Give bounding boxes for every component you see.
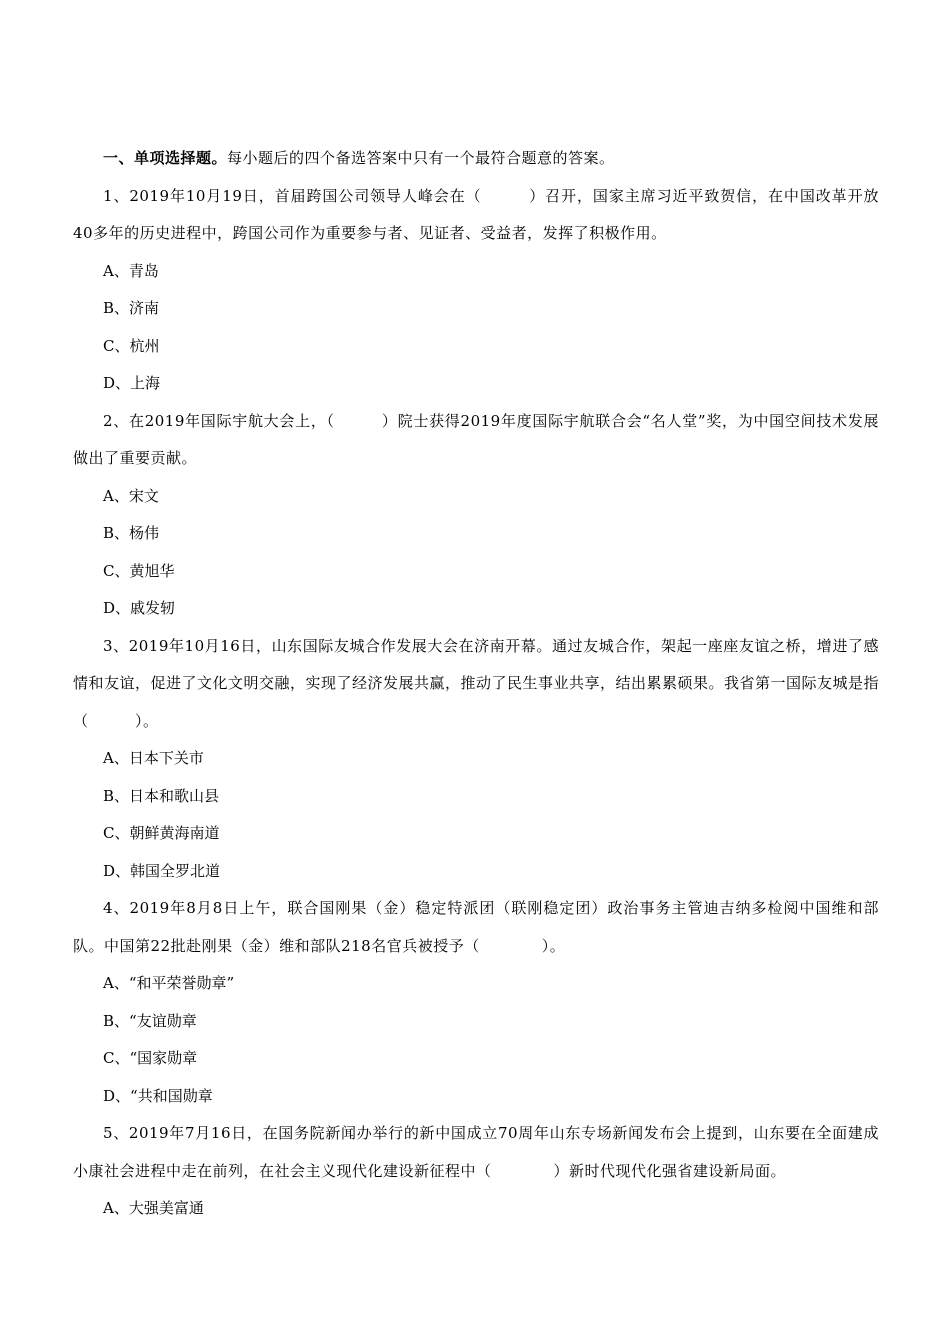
question-3 [73,628,879,891]
section-heading-bold: 一、单项选择题。 [103,149,228,167]
section-heading-text: 每小题后的四个备选答案中只有一个最符合题意的答案。 [227,149,615,167]
question-4 [73,890,879,1115]
option-a: A、大强美富通 [103,1199,204,1217]
option-a: A、“和平荣誉勋章” [103,974,235,992]
option-b: B、日本和歌山县 [103,786,220,805]
option-d: D、上海 [103,374,161,392]
option-d: D、“共和国勋章 [103,1086,213,1105]
option-c: C、朝鲜黄海南道 [103,824,220,842]
option-a: A、青岛 [103,261,159,280]
section-heading [73,140,879,178]
question-stem: 2、在2019年国际宇航大会上，（ ）院士获得2019年度国际宇航联合会“名人堂”奖，为中国空间技术发展做出了重要贡献。 [73,411,879,467]
question-stem: 5、2019年7月16日，在国务院新闻办举行的新中国成立70周年山东专场新闻发布会上提到，山东要在全面建成小康社会进程中走在前列，在社会主义现代化建设新征程中（ ）新时代现代化强省建设新局面。 [73,1124,879,1180]
document-page [73,140,879,1228]
question-stem: 4、2019年8月8日上午，联合国刚果（金）稳定特派团（联刚稳定团）政治事务主管迪吉纳多检阅中国维和部队。中国第22批赴刚果（金）维和部队218名官兵被授予（ ）。 [73,899,879,955]
question-stem: 3、2019年10月16日，山东国际友城合作发展大会在济南开幕。通过友城合作，架起一座座友谊之桥，增进了感情和友谊，促进了文化文明交融，实现了经济发展共赢，推动了民生事业共享，结出累累硕果。我省第一国际友城是指（ ）。 [73,636,880,730]
question-1 [73,178,879,403]
option-a: A、日本下关市 [103,749,204,767]
option-b: B、“友谊勋章 [103,1011,197,1030]
question-5 [73,1115,879,1228]
option-a: A、宋文 [103,486,159,505]
option-b: B、济南 [103,299,160,317]
option-c: C、杭州 [103,336,160,355]
option-b: B、杨伟 [103,524,160,542]
option-d: D、戚发轫 [103,599,176,617]
option-c: C、“国家勋章 [103,1049,198,1067]
option-c: C、黄旭华 [103,561,175,580]
option-d: D、韩国全罗北道 [103,861,221,880]
question-stem: 1、2019年10月19日，首届跨国公司领导人峰会在（ ）召开，国家主席习近平致贺信，在中国改革开放40多年的历史进程中，跨国公司作为重要参与者、见证者、受益者，发挥了积极作用。 [73,186,879,242]
question-2 [73,403,879,628]
